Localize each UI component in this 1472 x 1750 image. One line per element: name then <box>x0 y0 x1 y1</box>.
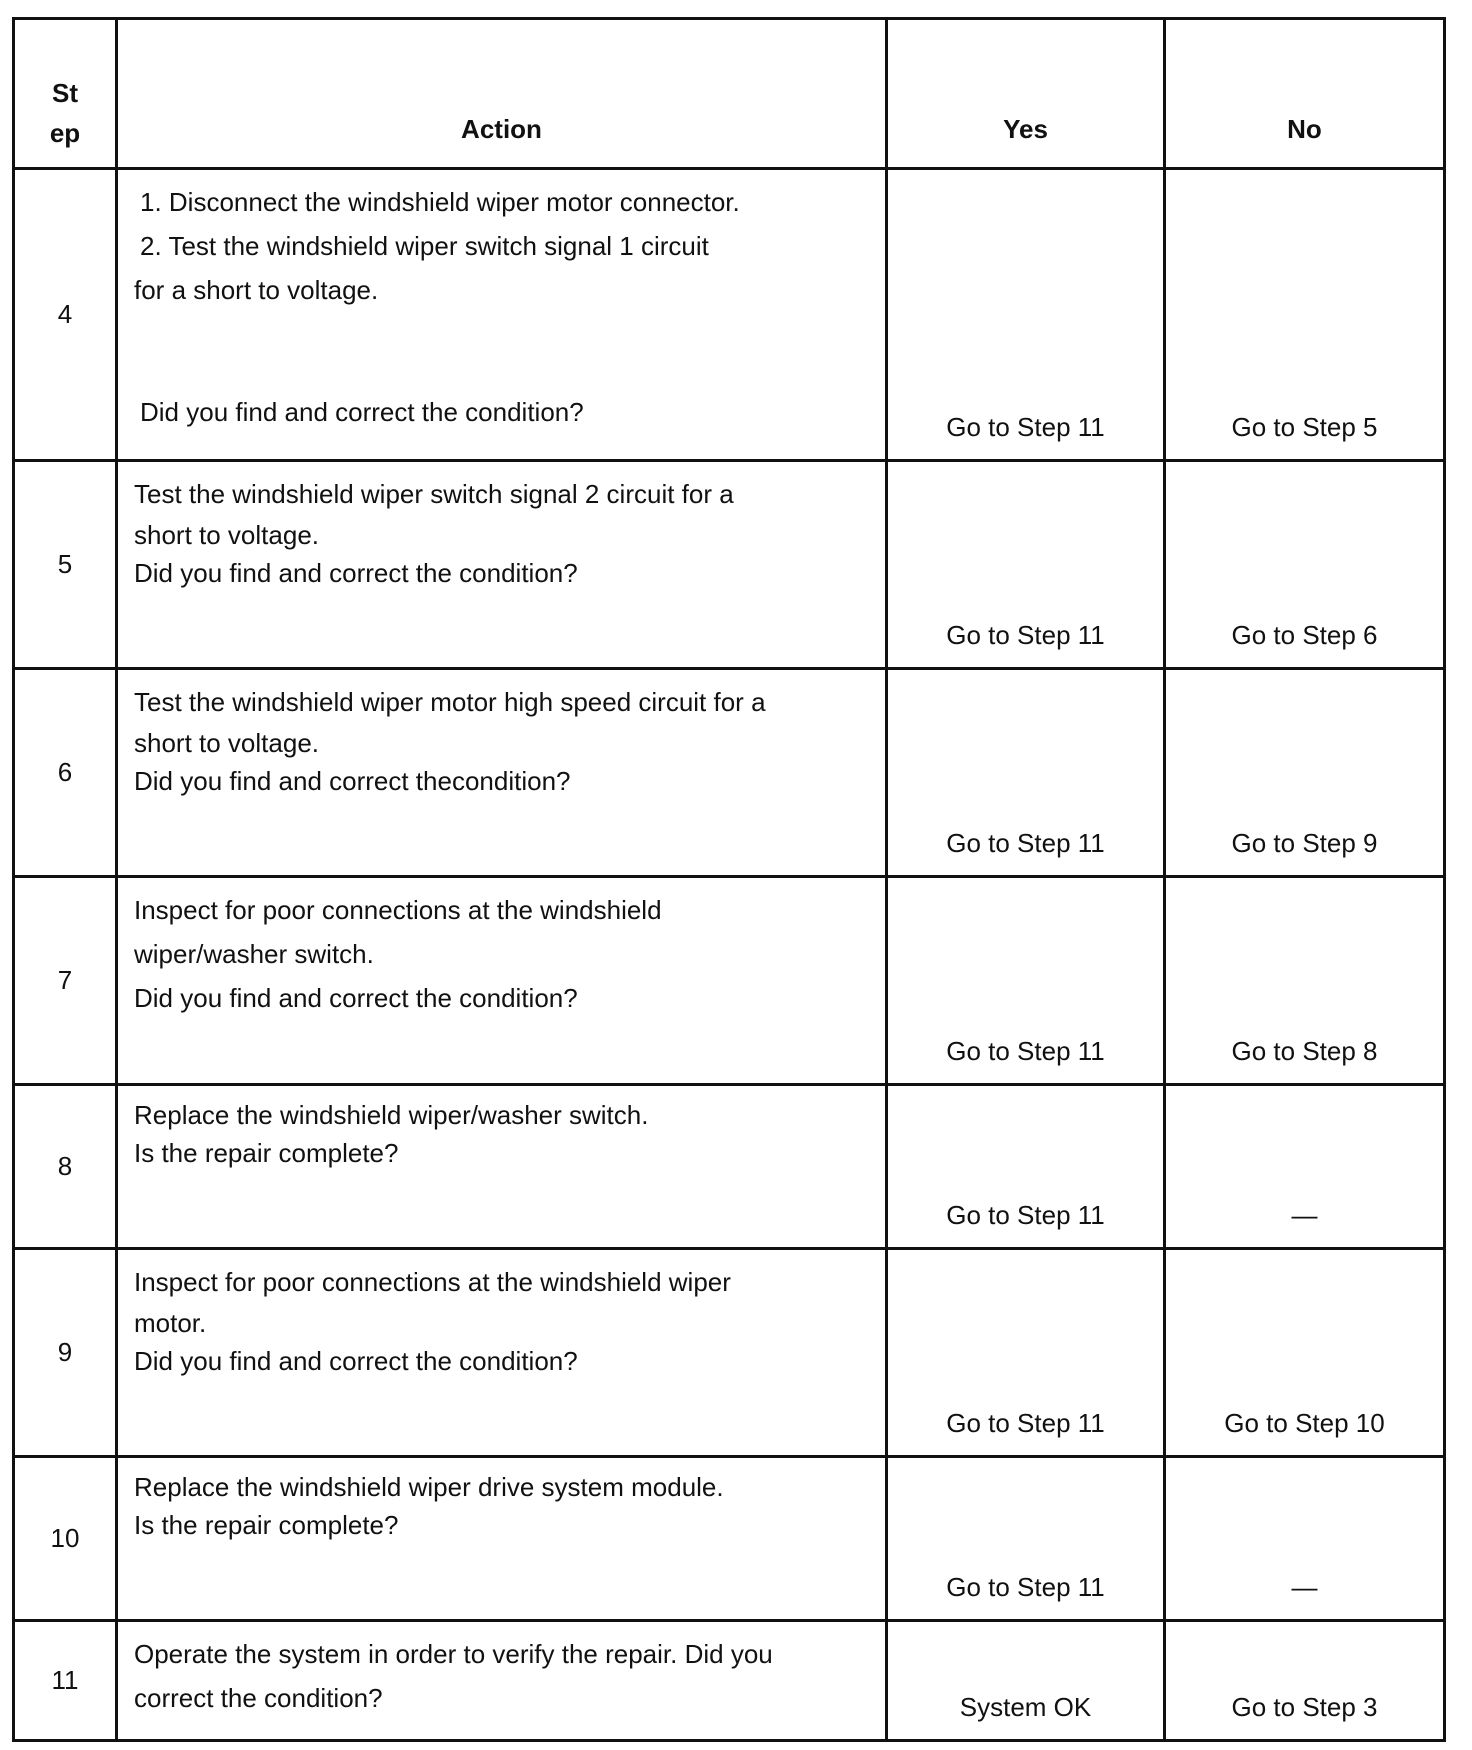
action-cell: Replace the windshield wiper drive system module. Is the repair complete? <box>117 1457 887 1621</box>
no-outcome: — <box>1165 1085 1445 1249</box>
table-row <box>14 1085 1445 1249</box>
action-cell: 1. Disconnect the windshield wiper motor connector. 2. Test the windshield wiper switch signal 1 circuit for a short to voltage. Did you find and correct the condition? <box>117 169 887 461</box>
step-number: 8 <box>14 1085 117 1249</box>
no-outcome: Go to Step 6 <box>1165 461 1445 669</box>
yes-outcome: Go to Step 11 <box>887 669 1165 877</box>
table-row <box>14 169 1445 461</box>
table-row <box>14 1249 1445 1457</box>
yes-outcome: Go to Step 11 <box>887 1085 1165 1249</box>
step-number: 4 <box>14 169 117 461</box>
action-cell: Inspect for poor connections at the windshield wiper/washer switch. Did you find and correct the condition? <box>117 877 887 1085</box>
action-cell: Test the windshield wiper motor high speed circuit for a short to voltage. Did you find and correct thecondition? <box>117 669 887 877</box>
yes-outcome: Go to Step 11 <box>887 169 1165 461</box>
header-yes: Yes <box>887 19 1165 169</box>
yes-outcome: Go to Step 11 <box>887 461 1165 669</box>
diagnostic-steps-table <box>12 17 1446 1742</box>
yes-outcome: System OK <box>887 1621 1165 1741</box>
table-row <box>14 1621 1445 1741</box>
action-cell: Replace the windshield wiper/washer switch. Is the repair complete? <box>117 1085 887 1249</box>
yes-outcome: Go to Step 11 <box>887 1249 1165 1457</box>
no-outcome: — <box>1165 1457 1445 1621</box>
action-cell: Test the windshield wiper switch signal 2 circuit for a short to voltage. Did you find and correct the condition? <box>117 461 887 669</box>
step-number: 7 <box>14 877 117 1085</box>
yes-outcome: Go to Step 11 <box>887 1457 1165 1621</box>
header-step: St ep <box>14 19 117 169</box>
table-row <box>14 461 1445 669</box>
header-action: Action <box>117 19 887 169</box>
table-row <box>14 877 1445 1085</box>
yes-outcome: Go to Step 11 <box>887 877 1165 1085</box>
no-outcome: Go to Step 8 <box>1165 877 1445 1085</box>
step-number: 9 <box>14 1249 117 1457</box>
step-number: 10 <box>14 1457 117 1621</box>
no-outcome: Go to Step 10 <box>1165 1249 1445 1457</box>
table-row <box>14 669 1445 877</box>
no-outcome: Go to Step 3 <box>1165 1621 1445 1741</box>
header-row <box>14 19 1445 169</box>
no-outcome: Go to Step 9 <box>1165 669 1445 877</box>
no-outcome: Go to Step 5 <box>1165 169 1445 461</box>
step-number: 6 <box>14 669 117 877</box>
table-row <box>14 1457 1445 1621</box>
action-cell: Inspect for poor connections at the windshield wiper motor. Did you find and correct the condition? <box>117 1249 887 1457</box>
header-no: No <box>1165 19 1445 169</box>
action-cell: Operate the system in order to verify the repair. Did you correct the condition? <box>117 1621 887 1741</box>
step-number: 5 <box>14 461 117 669</box>
step-number: 11 <box>14 1621 117 1741</box>
